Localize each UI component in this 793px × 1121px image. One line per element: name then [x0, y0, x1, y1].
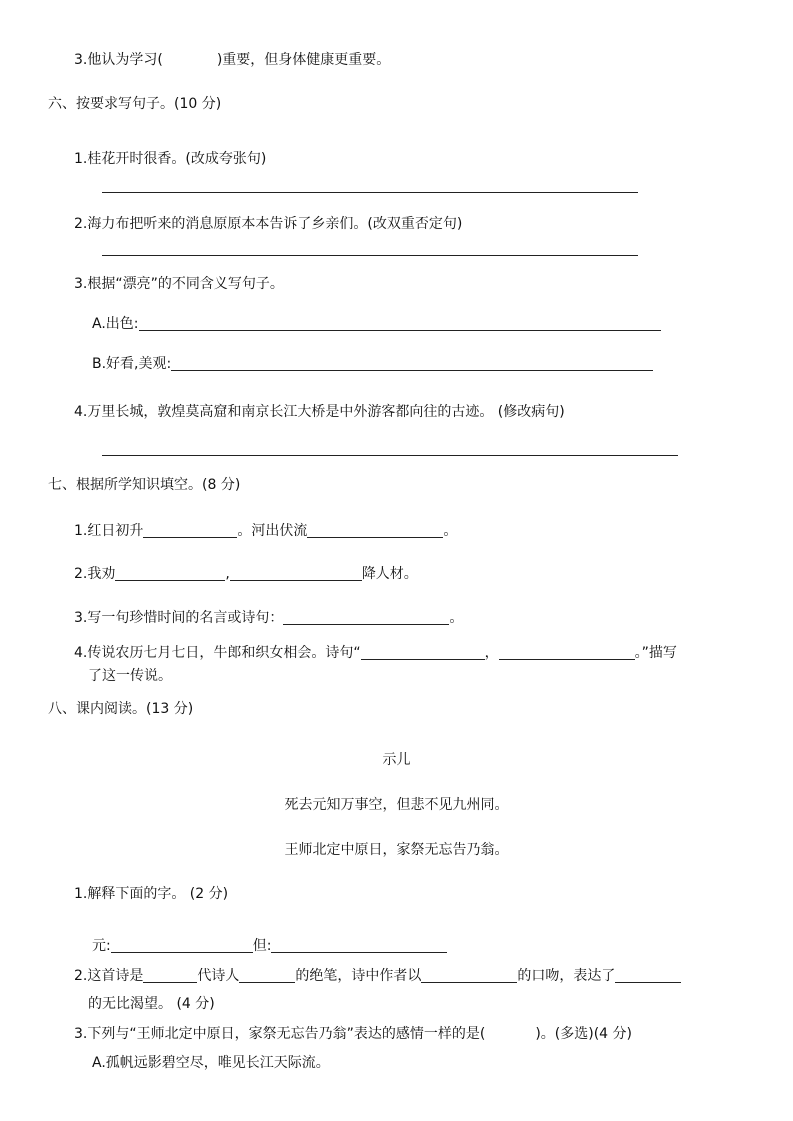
answer-line[interactable] — [102, 455, 678, 456]
question-s8-1: 1.解释下面的字。 (2 分) — [74, 886, 229, 902]
question-s6-2: 2.海力布把听来的消息原原本本告诉了乡亲们。(改双重否定句) — [74, 216, 463, 232]
answer-blank[interactable] — [163, 51, 217, 67]
answer-blank[interactable] — [361, 643, 485, 660]
question-s7-2: 2.我劝 , 降人材。 — [74, 566, 418, 582]
option-s8-3a[interactable]: A.孤帆远影碧空尽，唯见长江天际流。 — [92, 1055, 330, 1071]
answer-blank[interactable] — [239, 966, 295, 983]
question-s8-3: 3.下列与“王师北定中原日，家祭无忘告乃翁”表达的感情一样的是( )。(多选)(4 分) — [74, 1026, 632, 1042]
option-s6-3a: A.出色: — [92, 314, 661, 334]
answer-blank[interactable] — [143, 521, 237, 538]
answer-blank[interactable] — [111, 936, 253, 953]
answer-blank[interactable] — [421, 966, 517, 983]
question-s7-3: 3.写一句珍惜时间的名言或诗句： 。 — [74, 610, 464, 626]
answer-blank[interactable] — [115, 564, 225, 581]
answer-blank[interactable] — [139, 314, 661, 331]
option-s6-3b: B.好看,美观: — [92, 354, 653, 374]
answer-line[interactable] — [102, 192, 638, 193]
section-heading-6: 六、按要求写句子。(10 分) — [48, 96, 222, 112]
answer-blank[interactable] — [143, 966, 197, 983]
question-s6-4: 4.万里长城，敦煌莫高窟和南京长江大桥是中外游客都向往的古迹。 (修改病句) — [74, 404, 565, 420]
poem-line-2: 王师北定中原日，家祭无忘告乃翁。 — [284, 842, 509, 858]
answer-blank[interactable] — [615, 966, 681, 983]
poem-title: 示儿 — [382, 752, 411, 768]
question-s7-4: 4.传说农历七月七日，牛郎和织女相会。诗句“ ， 。”描写 — [74, 645, 677, 661]
answer-blank[interactable] — [230, 564, 362, 581]
answer-blank[interactable] — [307, 521, 443, 538]
question-s8-2-cont: 的无比渴望。 (4 分) — [88, 996, 215, 1012]
answer-blank[interactable] — [499, 643, 635, 660]
question-s7-4-cont: 了这一传说。 — [88, 668, 172, 684]
answer-blank[interactable] — [271, 936, 447, 953]
answer-blank[interactable] — [171, 354, 653, 371]
answer-blank[interactable] — [485, 1025, 535, 1041]
section-heading-8: 八、课内阅读。(13 分) — [48, 701, 194, 717]
question-s6-3: 3.根据“漂亮”的不同含义写句子。 — [74, 276, 284, 292]
question-s8-1-answers: 元: 但: — [92, 936, 447, 956]
answer-blank[interactable] — [283, 608, 449, 625]
answer-line[interactable] — [102, 255, 638, 256]
question-s7-1: 1.红日初升 。河出伏流 。 — [74, 523, 458, 539]
question-s8-2: 2.这首诗是 代诗人 的绝笔，诗中作者以 的口吻，表达了 — [74, 966, 681, 986]
poem-line-1: 死去元知万事空，但悲不见九州同。 — [284, 797, 509, 813]
question-s6-1: 1.桂花开时很香。(改成夸张句) — [74, 151, 267, 167]
question-s5-3: 3.他认为学习( )重要，但身体健康更重要。 — [74, 52, 391, 68]
section-heading-7: 七、根据所学知识填空。(8 分) — [48, 477, 241, 493]
